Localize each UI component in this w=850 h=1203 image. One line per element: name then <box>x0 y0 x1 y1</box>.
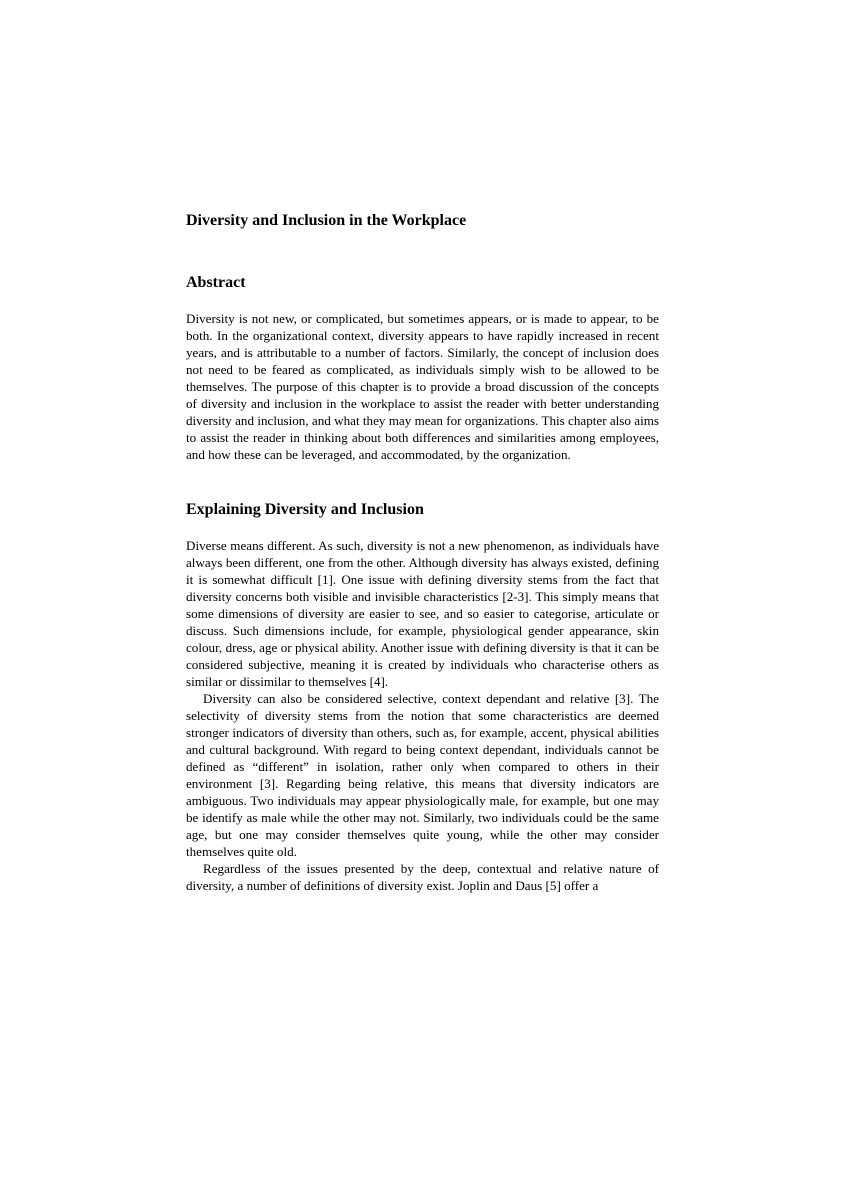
body-paragraph-1: Diverse means different. As such, diversity is not a new phenomenon, as individuals have always been different, one from the other. Although diversity has always existed, defining it is somewhat difficult [1]. One issue with defining diversity stems from the fact that diversity concerns both visible and invisible characteristics [2-3]. This simply means that some dimensions of diversity are easier to see, and so easier to categorise, articulate or discuss. Such dimensions include, for example, physiological gender appearance, skin colour, dress, age or physical ability. Another issue with defining diversity is that it can be considered subjective, meaning it is created by individuals who characterise others as similar or dissimilar to themselves [4]. <box>186 538 659 689</box>
document-title: Diversity and Inclusion in the Workplace <box>186 212 467 229</box>
section-heading: Explaining Diversity and Inclusion <box>186 501 424 518</box>
abstract-heading: Abstract <box>186 274 246 291</box>
body-paragraph-3: Regardless of the issues presented by the deep, contextual and relative nature of diversity, a number of definitions of diversity exist. Joplin and Daus [5] offer a <box>186 861 659 893</box>
document-page <box>186 210 659 894</box>
body-paragraph-2: Diversity can also be considered selective, context dependant and relative [3]. The selectivity of diversity stems from the notion that some characteristics are deemed stronger indicators of diversity than others, such as, for example, accent, physical abilities and cultural background. With regard to being context dependant, individuals cannot be defined as “different” in isolation, rather only when compared to others in their environment [3]. Regarding being relative, this means that diversity indicators are ambiguous. Two individuals may appear physiologically male, for example, but one may be identify as male while the other may not. Similarly, two individuals could be the same age, but one may consider themselves quite young, while the other may consider themselves quite old. <box>186 691 659 859</box>
abstract-paragraph: Diversity is not new, or complicated, but sometimes appears, or is made to appear, to be both. In the organizational context, diversity appears to have rapidly increased in recent years, and is attributable to a number of factors. Similarly, the concept of inclusion does not need to be feared as complicated, as individuals simply wish to be allowed to be themselves. The purpose of this chapter is to provide a broad discussion of the concepts of diversity and inclusion in the workplace to assist the reader with better understanding diversity and inclusion, and what they may mean for organizations. This chapter also aims to assist the reader in thinking about both differences and similarities among employees, and how these can be leveraged, and accommodated, by the organization. <box>186 311 659 462</box>
